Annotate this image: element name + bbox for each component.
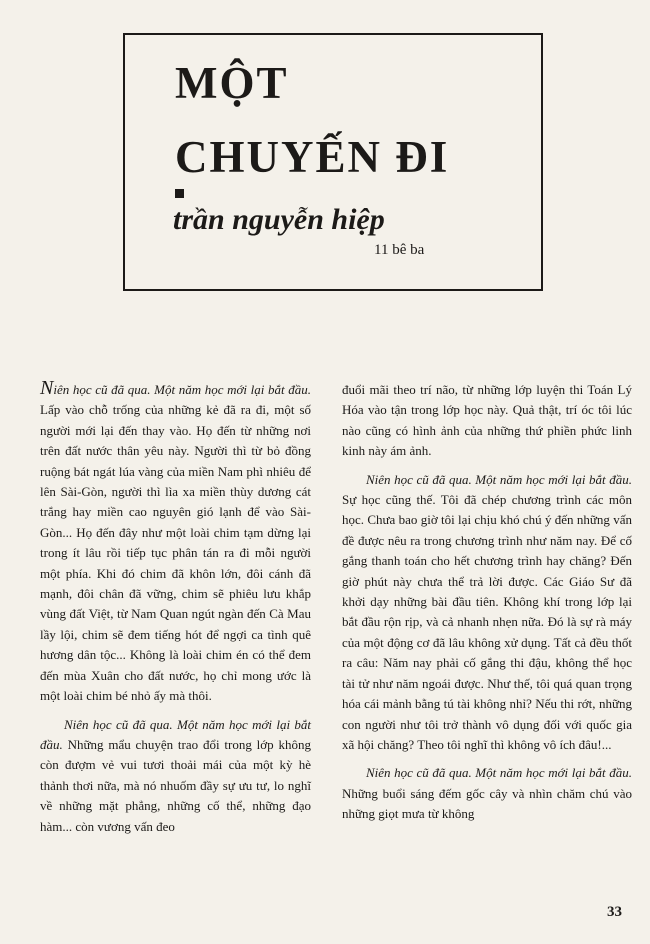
right-column [342, 380, 632, 825]
author-name: trần nguyễn hiệp [173, 203, 385, 236]
paragraph-4 [342, 763, 632, 824]
paragraph-2-body: Những mẩu chuyện trao đổi trong lớp không còn đượm vẻ vui tươi thoải mái của một kỳ hè thảnh thơi nữa, mà nó nhuốm đầy sự ưu tư, lo nghĩ về những mặt phẳng, những cố thể, những đạo hàm... còn vương vấn đeo [40, 736, 311, 834]
paragraph-3-lead: Niên học cũ đã qua. Một năm học mới lại bắt đầu. [366, 471, 632, 487]
paragraph-4-lead: Niên học cũ đã qua. Một năm học mới lại bắt đầu. [366, 765, 632, 781]
paragraph-1-body: Lấp vào chỗ trống của những kẻ đã ra đi, một số người mới lại đến thay vào. Họ đến từ những nơi trên đất nước thân yêu này. Người thì từ bỏ đồng ruộng bát ngát lúa vàng của miền Nam phì nhiêu để lên Sài-Gòn, người thì lìa xa miền thùy dương cát trắng hay miền cao nguyên gió lạnh để vào Sài-Gòn... Họ đến đây như một loài chim tạm dừng lại trong ít lâu rồi tiếp tục phân tán ra đi mỗi người một phía. Khi đó chim đã khôn lớn, đôi cánh đã mạnh, đôi chân đã vững, chim sẽ phiêu lưu khắp vùng đất Việt, từ Nam Quan ngút ngàn đến Cà Mau lầy lội, chim sẽ đem tiếng hót để ngợi ca tình quê hương dân tộc... Không là loài chim én có thể đem đến mùa Xuân cho đất nước, họ chỉ mong ước là một loài chim bé nhỏ ấy mà thôi. [40, 402, 311, 704]
title-line-1: MỘT [175, 58, 289, 108]
paragraph-1 [40, 378, 311, 707]
square-bullet-icon [175, 189, 184, 198]
paragraph-2 [40, 715, 311, 837]
paragraph-2-lead: Niên học cũ đã qua. Một năm học mới lại bắt đầu. [40, 716, 311, 752]
paragraph-4-body: Những buổi sáng đếm gốc cây và nhìn chăm chú vào những giọt mưa từ không [342, 785, 632, 822]
paragraph-3 [342, 470, 632, 756]
paragraph-3-body: Sự học cũng thế. Tôi đã chép chương trình các môn học. Chưa bao giờ tôi lại chịu khó chú ý đến những vấn đề được nêu ra trong chương trình như năm nay. Để cố gắng thanh toán cho hết chương trình hay chăng? Đến giờ phút này chưa thể trả lời được. Các Giáo Sư đã khởi dạy những bài đầu tiên. Không khí trong lớp lại bắt đầu rộn rịp, và cả nhanh nhẹn nữa. Đó là sự rà máy của một động cơ đã lâu không xử dụng. Tất cả đều thốt ra câu: Năm nay phải cố gắng thi đậu, không thể học tài tử như năm ngoái được. Như thế, tôi quá quan trọng hóa cái mảnh bằng tú tài không nhỉ? Nếu thi rớt, những con người như tôi trở thành vô dụng đối với quốc gia xã hội chăng? Theo tôi nghĩ thì không vô ích đâu!... [342, 492, 632, 752]
title-box [123, 33, 543, 291]
page-number: 33 [607, 904, 622, 920]
drop-cap: N [40, 377, 54, 399]
title-line-2: CHUYẾN ĐI [175, 132, 450, 182]
author-class: 11 bê ba [374, 242, 425, 258]
paragraph-1-lead: iên học cũ đã qua. Một năm học mới lại bắt đầu. [53, 382, 311, 397]
left-column [40, 378, 311, 837]
paragraph-2-continued: đuổi mãi theo trí não, từ những lớp luyện thi Toán Lý Hóa vào tận trong lớp học này. Quả thật, trí óc tôi lúc nào cũng có hình ảnh của những thứ phiền phức linh kinh này ám ảnh. [342, 382, 632, 459]
